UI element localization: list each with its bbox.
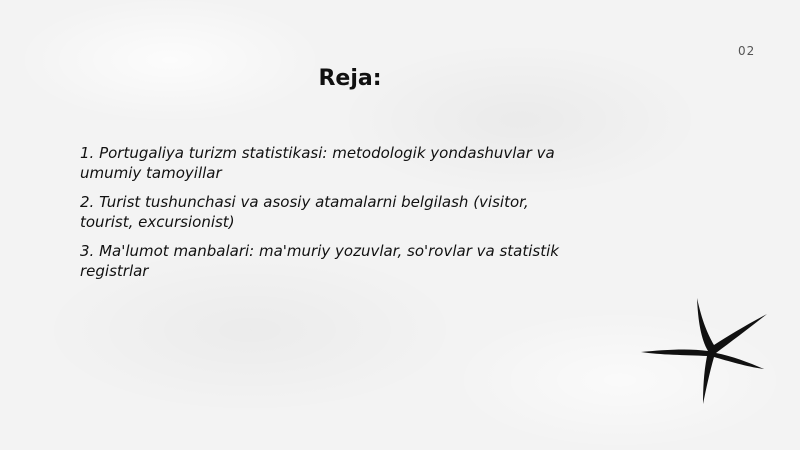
plan-item-1: 1. Portugaliya turizm statistikasi: metodologik yondashuvlar va umumiy tamoyillar: [80, 144, 555, 182]
plan-item-3: 3. Ma'lumot manbalari: ma'muriy yozuvlar, so'rovlar va statistik registrlar: [80, 242, 559, 280]
four-point-star-icon: [636, 293, 772, 409]
plan-item-2: 2. Turist tushunchasi va asosiy atamalarni belgilash (visitor, tourist, excursionist): [80, 193, 529, 231]
slide-title: Reja:: [318, 66, 382, 91]
plan-list: [80, 143, 560, 290]
page-number: 02: [738, 44, 756, 58]
